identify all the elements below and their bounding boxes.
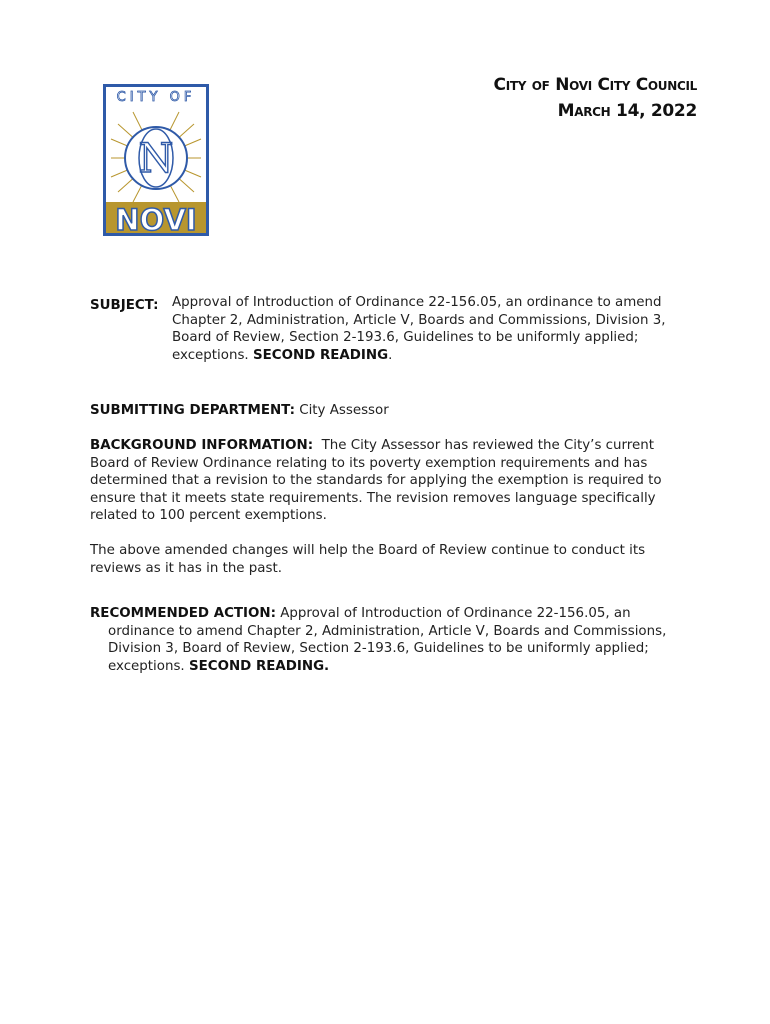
recommended-line-3: Division 3, Board of Review, Section 2-193.6, Guidelines to be uniformly applied; — [108, 641, 649, 657]
subject-description: Approval of Introduction of Ordinance 22-156.05, an ordinance to amend Chapter 2, Administration, Article V, Boards and Commissions, Division 3, Board of Review, Section 2-193.6, Guidelines to be uniformly applied; exceptions. — [172, 295, 666, 363]
department-value: City Assessor — [299, 403, 389, 418]
council-title: City of Novi City Council — [493, 75, 697, 95]
logo-monogram: N — [138, 136, 174, 182]
recommended-line-2: ordinance to amend Chapter 2, Administration, Article V, Boards and Commissions, — [108, 623, 667, 639]
recommended-label: RECOMMENDED ACTION: — [90, 606, 276, 621]
background-label: BACKGROUND INFORMATION: — [90, 438, 314, 453]
subject-text — [172, 294, 682, 364]
logo-city-of-text: CITY OF — [116, 90, 196, 105]
amended-changes-paragraph: The above amended changes will help the Board of Review continue to conduct its reviews as it has in the past. — [90, 543, 646, 576]
recommended-line-4-wrap — [90, 658, 680, 676]
background-text: The City Assessor has reviewed the City’s current Board of Review Ordinance relating to its poverty exemption requirements and has determined that a revision to the standards for applying the exemption is required to ensure that it meets state requirements. The revision removes language specifically related to 100 percent exemptions. — [90, 438, 662, 524]
submitting-department — [90, 402, 690, 420]
department-label: SUBMITTING DEPARTMENT: — [90, 403, 295, 418]
document-header — [494, 72, 697, 124]
recommended-line-4: exceptions. — [108, 658, 185, 674]
subject-end: . — [388, 347, 393, 363]
background-information — [90, 437, 680, 525]
recommended-line-1: Approval of Introduction of Ordinance 22-156.05, an — [280, 606, 631, 621]
recommended-action — [90, 605, 680, 675]
subject-emphasis: SECOND READING — [252, 347, 389, 363]
subject-label: SUBJECT: — [90, 298, 159, 313]
logo-novi-text: NOVI — [115, 203, 197, 236]
city-of-novi-logo — [103, 84, 209, 236]
recommended-emphasis: SECOND READING. — [188, 658, 330, 674]
meeting-date: March 14, 2022 — [557, 101, 697, 121]
